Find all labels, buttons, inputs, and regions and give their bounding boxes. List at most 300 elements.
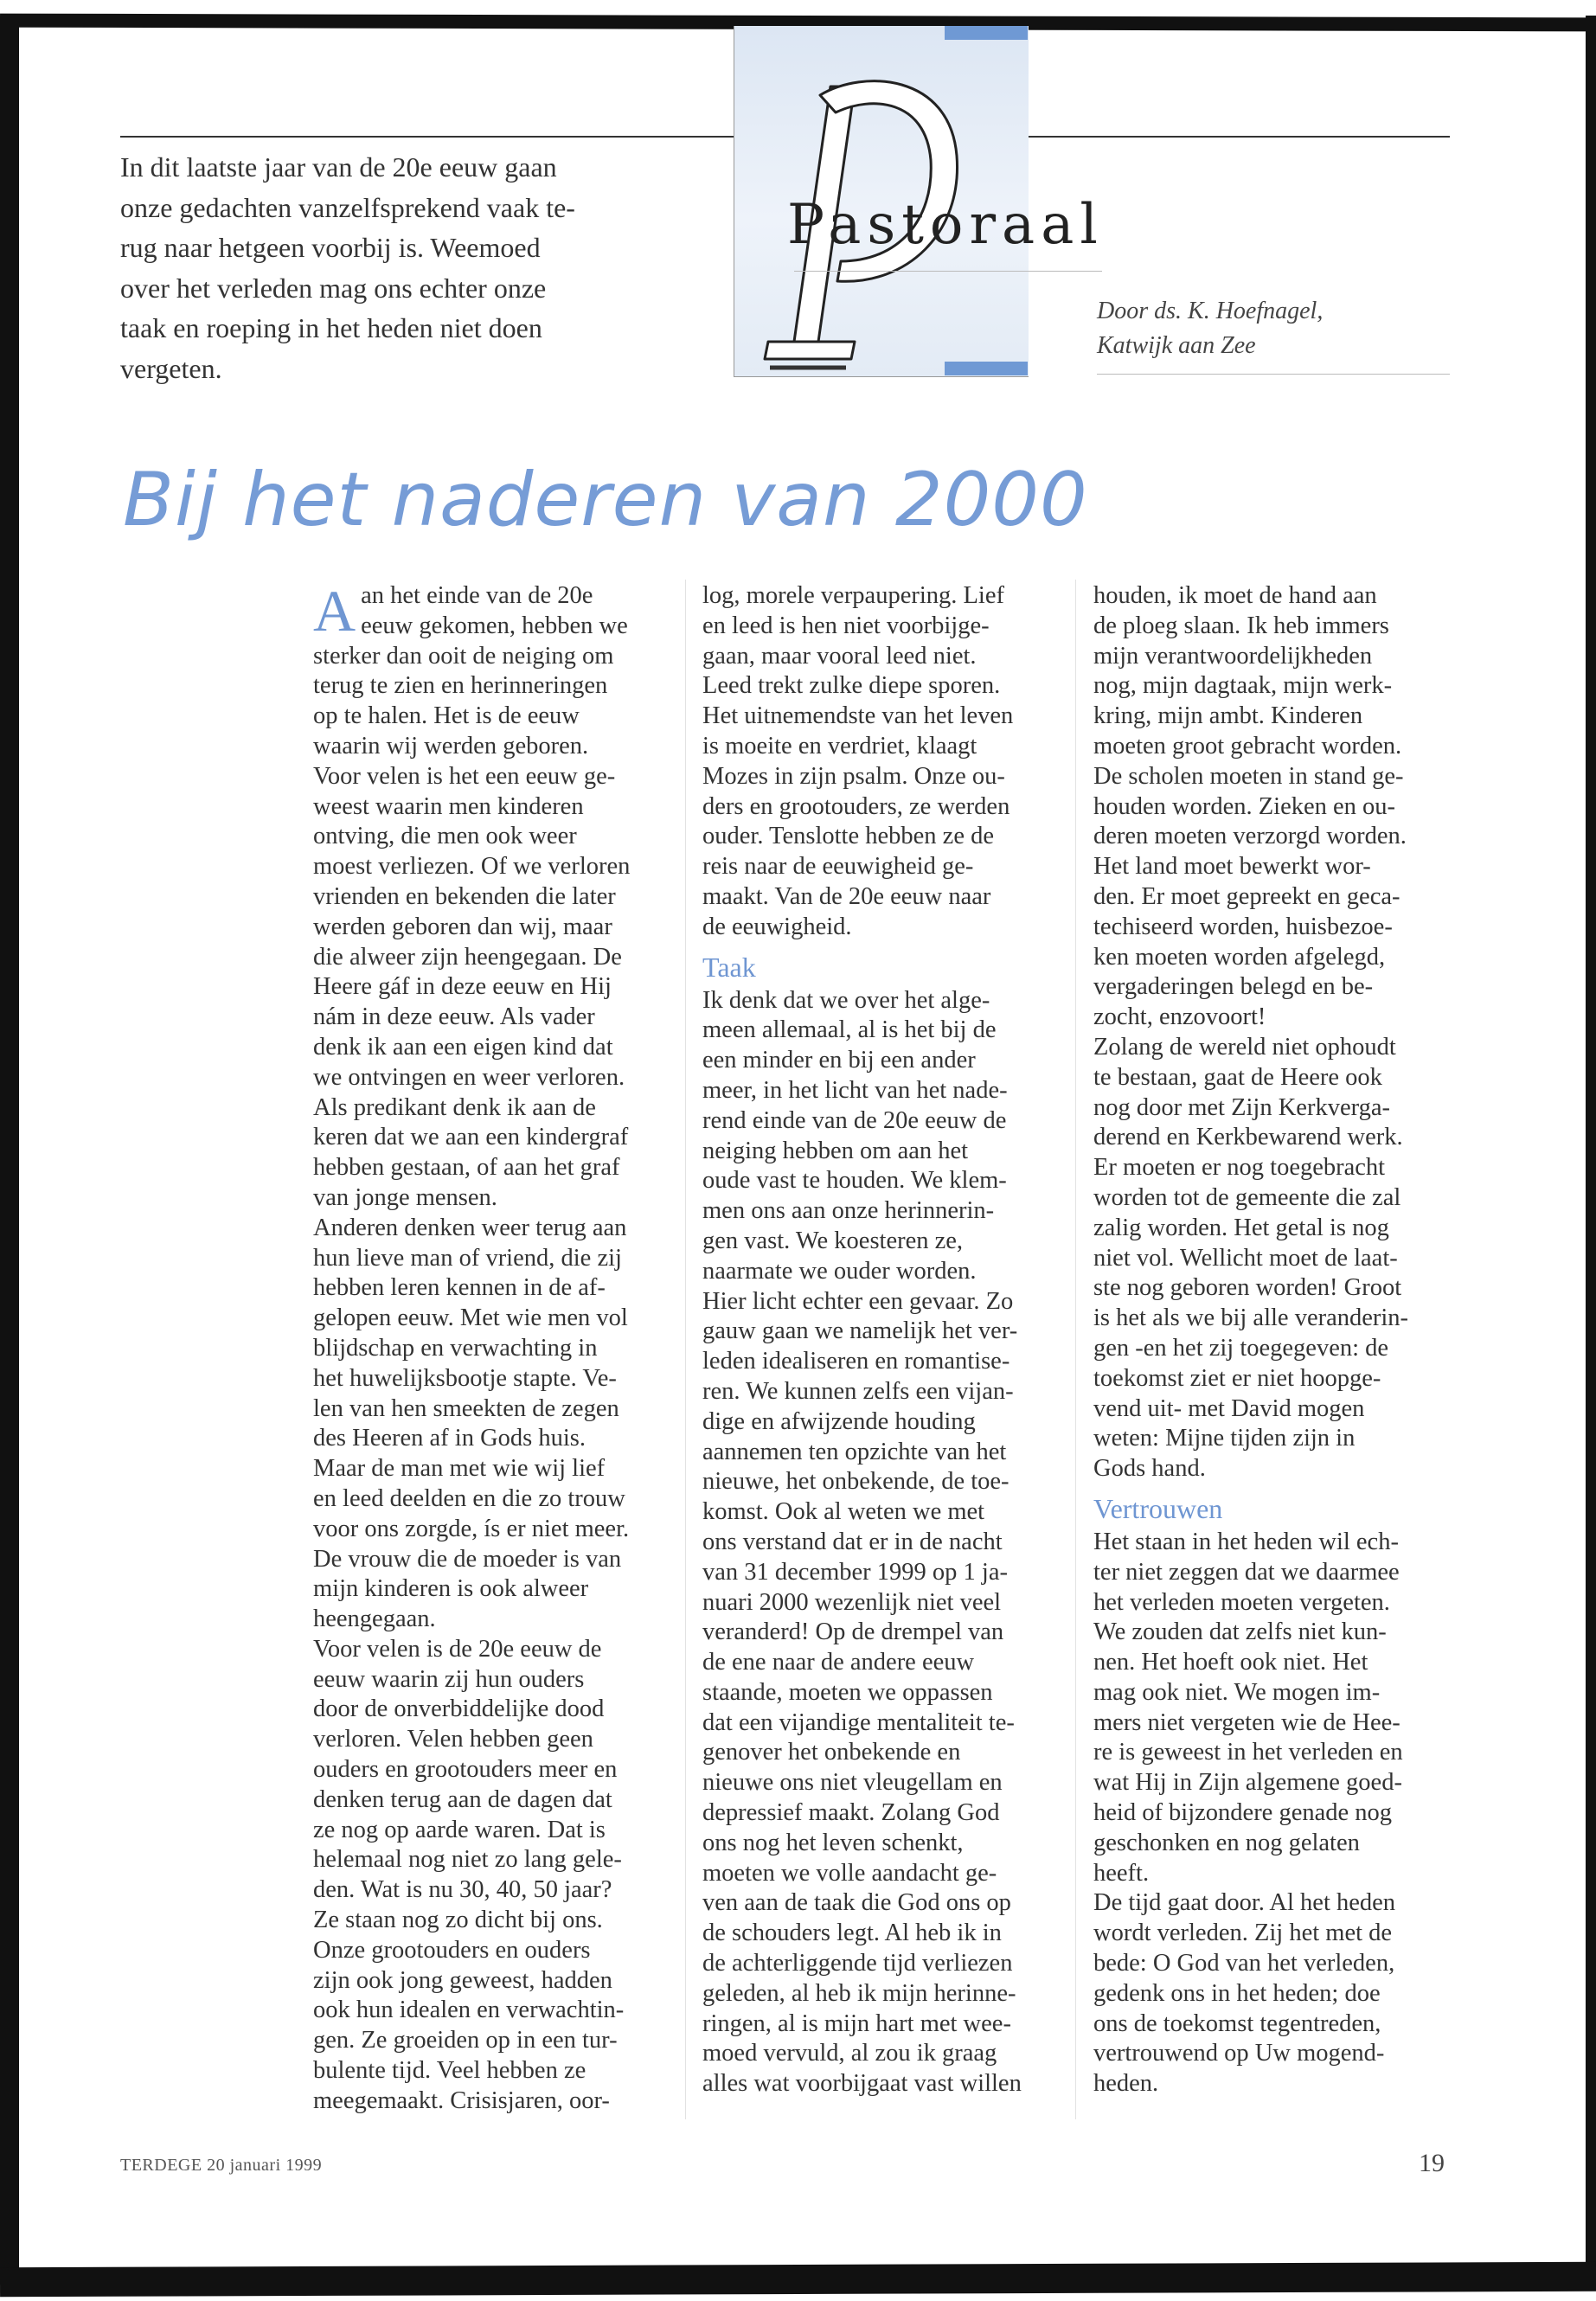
- article-line: [313, 972, 676, 1003]
- byline-author: Door ds. K. Hoefnagel,: [1097, 298, 1324, 324]
- article-line: [1093, 1153, 1457, 1183]
- article-line: [1093, 581, 1457, 612]
- article-line: [313, 1515, 676, 1545]
- scan-border-bottom: [0, 2262, 1596, 2297]
- line-text: geschonken en nog gelaten: [1093, 1829, 1360, 1856]
- line-text: gauw gaan we namelijk het ver-: [702, 1317, 1018, 1345]
- article-line: [1093, 1033, 1457, 1063]
- article-line: [702, 1678, 1066, 1708]
- line-text: gaan, maar vooral leed niet.: [702, 642, 977, 670]
- byline: [1097, 294, 1323, 363]
- article-line: [1093, 1888, 1457, 1919]
- article-line: [313, 1966, 676, 1997]
- logo-p-foot: [765, 342, 855, 359]
- line-text: nám in deze eeuw. Als vader: [313, 1003, 595, 1031]
- intro-line: vergeten.: [120, 352, 222, 384]
- line-text: Hier licht echter een gevaar. Zo: [702, 1287, 1014, 1315]
- line-text: is moeite en verdriet, klaagt: [702, 732, 977, 760]
- line-text: ter niet zeggen dat we daarmee: [1093, 1558, 1400, 1586]
- article-line: [313, 1845, 676, 1875]
- article-line: [702, 642, 1066, 672]
- article-line: [313, 702, 676, 732]
- line-text: depressief maakt. Zolang God: [702, 1799, 1000, 1827]
- intro-line: rug naar hetgeen voorbij is. Weemoed: [120, 232, 541, 263]
- line-text: waarin wij werden geboren.: [313, 732, 589, 760]
- line-text: heengegaan.: [313, 1606, 436, 1633]
- drop-cap: A: [313, 581, 356, 641]
- byline-rule: [1097, 374, 1450, 375]
- line-text: meer, in het licht van het nade-: [702, 1076, 1008, 1104]
- intro-line: In dit laatste jaar van de 20e eeuw gaan: [120, 151, 557, 183]
- article-line: [313, 612, 676, 642]
- line-text: sterker dan ooit de neiging om: [313, 642, 614, 670]
- article-line: [313, 1755, 676, 1785]
- line-text: Anderen denken weer terug aan: [313, 1214, 627, 1241]
- scan-border-left: [0, 16, 19, 2282]
- line-text: nieuwe ons niet vleugellam en: [702, 1769, 1003, 1797]
- line-text: dige en afwijzende houding: [702, 1407, 976, 1435]
- article-line: [1093, 1093, 1457, 1124]
- line-text: die alweer zijn heengegaan. De: [313, 943, 622, 971]
- header-rule-right: [1028, 136, 1450, 138]
- line-text: De scholen moeten in stand ge-: [1093, 762, 1404, 790]
- article-line: [313, 1063, 676, 1093]
- article-line: [702, 1106, 1066, 1137]
- article-line: [1093, 1394, 1457, 1425]
- line-text: van jonge mensen.: [313, 1183, 497, 1211]
- article-line: [313, 1785, 676, 1816]
- article-line: [702, 1196, 1066, 1227]
- line-text: Het staan in het heden wil ech-: [1093, 1528, 1399, 1555]
- header-rule-left: [120, 136, 734, 138]
- line-text: Ze staan nog zo dicht bij ons.: [313, 1907, 603, 1934]
- intro-line: taak en roeping in het heden niet doen: [120, 312, 542, 343]
- line-text: ouder. Tenslotte hebben ze de: [702, 823, 994, 850]
- column-divider: [685, 580, 686, 2119]
- article-line: [702, 1558, 1066, 1588]
- article-line: [702, 1919, 1066, 1949]
- article-line: [1093, 1829, 1457, 1859]
- article-line: [702, 1377, 1066, 1407]
- article-line: [1093, 702, 1457, 732]
- line-text: denken terug aan de dagen dat: [313, 1785, 612, 1813]
- article-line: [702, 1528, 1066, 1558]
- line-text: moeten we volle aandacht ge-: [702, 1859, 997, 1887]
- article-line: [1093, 1949, 1457, 1979]
- line-text: Voor velen is de 20e eeuw de: [313, 1635, 602, 1663]
- line-text: Het uitnemendste van het leven: [702, 702, 1014, 730]
- article-line: [313, 882, 676, 913]
- line-text: nog door met Zijn Kerkverga-: [1093, 1093, 1390, 1121]
- article-line: [313, 732, 676, 762]
- intro-line: onze gedachten vanzelfsprekend vaak te-: [120, 191, 575, 223]
- line-text: len van hen smeekten de zegen: [313, 1394, 619, 1422]
- article-line: [702, 1798, 1066, 1829]
- article-line: [1093, 732, 1457, 762]
- article-line: [313, 1875, 676, 1906]
- page-number: 19: [1419, 2149, 1445, 2177]
- line-text: mag ook niet. We mogen im-: [1093, 1678, 1381, 1706]
- line-text: gelopen eeuw. Met wie men vol: [313, 1304, 628, 1332]
- line-text: dat een vijandige mentaliteit te-: [702, 1708, 1015, 1736]
- line-text: helemaal nog niet zo lang gele-: [313, 1846, 622, 1874]
- line-text: meegemaakt. Crisisjaren, oor-: [313, 2086, 610, 2114]
- article-line: [1093, 1618, 1457, 1648]
- article-line: [1093, 762, 1457, 792]
- article-line: [1093, 1123, 1457, 1153]
- article-line: [313, 2056, 676, 2086]
- intro-text: [120, 147, 639, 388]
- article-line: [1093, 1798, 1457, 1829]
- line-text: Er moeten er nog toegebracht: [1093, 1154, 1386, 1182]
- line-text: ook hun idealen en verwachtin-: [313, 1997, 625, 2024]
- column-divider: [1075, 580, 1076, 2119]
- line-text: re is geweest in het verleden en: [1093, 1739, 1403, 1766]
- article-line: [313, 1816, 676, 1846]
- line-text: deren moeten verzorgd worden.: [1093, 823, 1407, 850]
- line-text: We zouden dat zelfs niet kun-: [1093, 1618, 1387, 1646]
- article-line: [313, 1454, 676, 1484]
- article-line: [1093, 1334, 1457, 1364]
- line-text: derend en Kerkbewarend werk.: [1093, 1124, 1403, 1151]
- article-line: [702, 1257, 1066, 1287]
- line-text: mijn verantwoordelijkheden: [1093, 642, 1373, 670]
- line-text: terug te zien en herinneringen: [313, 672, 608, 700]
- article-line: [313, 1183, 676, 1214]
- line-text: vrienden en bekenden die later: [313, 882, 616, 910]
- article-line: [313, 1545, 676, 1575]
- line-text: de ene naar de andere eeuw: [702, 1649, 975, 1676]
- article-line: [702, 1588, 1066, 1618]
- line-text: ons nog het leven schenkt,: [702, 1829, 964, 1856]
- article-line: [702, 1738, 1066, 1768]
- line-text: kring, mijn ambt. Kinderen: [1093, 702, 1363, 730]
- article-line: [1093, 1528, 1457, 1558]
- article-line: [1093, 792, 1457, 823]
- article-line: [1093, 1063, 1457, 1093]
- line-text: moed vervuld, al zou ik graag: [702, 2040, 997, 2067]
- line-text: oude vast te houden. We klem-: [702, 1167, 1007, 1195]
- article-title: Bij het naderen van 2000: [123, 457, 1088, 543]
- line-text: ren. We kunnen zelfs een vijan-: [702, 1377, 1014, 1405]
- line-text: maakt. Van de 20e eeuw naar: [702, 882, 991, 910]
- line-text: veranderd! Op de drempel van: [702, 1618, 1004, 1646]
- article-line: [1093, 1273, 1457, 1304]
- article-line: [313, 1635, 676, 1665]
- article-line: [1093, 1304, 1457, 1334]
- line-text: meen allemaal, al is het bij de: [702, 1016, 997, 1044]
- line-text: ven aan de taak die God ons op: [702, 1889, 1011, 1917]
- article-line: [702, 1407, 1066, 1438]
- article-line: [313, 1484, 676, 1515]
- line-text: de ploeg slaan. Ik heb immers: [1093, 612, 1389, 639]
- article-line: [313, 792, 676, 823]
- line-text: leden idealiseren en romantise-: [702, 1348, 1010, 1375]
- line-text: zalig worden. Het getal is nog: [1093, 1214, 1389, 1241]
- article-line: [1093, 1678, 1457, 1708]
- article-line: [702, 581, 1066, 612]
- line-text: log, morele verpaupering. Lief: [702, 582, 1004, 609]
- article-line: [702, 1287, 1066, 1317]
- line-text: hun lieve man of vriend, die zij: [313, 1244, 622, 1272]
- line-text: is het als we bij alle veranderin-: [1093, 1304, 1409, 1332]
- article-line: [313, 2086, 676, 2117]
- article-line: [702, 1317, 1066, 1347]
- article-line: [1093, 852, 1457, 882]
- article-line: [313, 1153, 676, 1183]
- article-line: [1093, 1454, 1457, 1484]
- line-text: rend einde van de 20e eeuw de: [702, 1106, 1007, 1134]
- line-text: eeuw waarin zij hun ouders: [313, 1665, 585, 1693]
- article-line: [313, 913, 676, 943]
- line-text: Ik denk dat we over het alge-: [702, 986, 990, 1014]
- byline-location: Katwijk aan Zee: [1097, 332, 1256, 359]
- line-text: wordt verleden. Zij het met de: [1093, 1920, 1393, 1947]
- article-line: [313, 2026, 676, 2056]
- article-line: [313, 822, 676, 852]
- line-text: nuari 2000 wezenlijk niet veel: [702, 1588, 1002, 1616]
- line-text: gen -en het zij toegegeven: de: [1093, 1334, 1389, 1362]
- line-text: op te halen. Het is de eeuw: [313, 702, 580, 730]
- article-line: [313, 1605, 676, 1635]
- article-line: [313, 1424, 676, 1454]
- article-line: [313, 852, 676, 882]
- line-text: nieuwe, het onbekende, de toe-: [702, 1468, 1010, 1496]
- line-text: de eeuwigheid.: [702, 913, 852, 940]
- section-label-rule: [794, 271, 1102, 272]
- article-line: [1093, 1708, 1457, 1739]
- line-text: De tijd gaat door. Al het heden: [1093, 1889, 1396, 1917]
- line-text: ons verstand dat er in de nacht: [702, 1528, 1003, 1555]
- article-line: [313, 1574, 676, 1605]
- article-line: [702, 1467, 1066, 1497]
- intro-line: over het verleden mag ons echter onze: [120, 272, 547, 304]
- line-text: ons de toekomst tegentreden,: [1093, 2009, 1381, 2037]
- line-text: Onze grootouders en ouders: [313, 1936, 591, 1964]
- line-text: Voor velen is het een eeuw ge-: [313, 762, 616, 790]
- article-column-2: [702, 581, 1066, 2099]
- article-line: [702, 1829, 1066, 1859]
- article-line: [702, 702, 1066, 732]
- article-line: [1093, 1768, 1457, 1798]
- line-text: gen vast. We koesteren ze,: [702, 1227, 964, 1254]
- article-line: [1093, 1919, 1457, 1949]
- article-line: [1093, 882, 1457, 913]
- article-line: [313, 1123, 676, 1153]
- footer-publication: TERDEGE 20 januari 1999: [120, 2156, 323, 2175]
- line-text: moest verliezen. Of we verloren: [313, 853, 631, 881]
- line-text: neiging hebben om aan het: [702, 1137, 969, 1164]
- article-line: [313, 1936, 676, 1966]
- article-line: [702, 2039, 1066, 2069]
- article-line: [1093, 1364, 1457, 1394]
- line-text: an het einde van de 20e: [361, 582, 593, 609]
- line-text: genover het onbekende en: [702, 1739, 961, 1766]
- line-text: den. Er moet gepreekt en geca-: [1093, 882, 1401, 910]
- article-line: [313, 1996, 676, 2026]
- line-text: bede: O God van het verleden,: [1093, 1950, 1395, 1977]
- line-text: mers niet vergeten wie de Hee-: [1093, 1708, 1401, 1736]
- line-text: Leed trekt zulke diepe sporen.: [702, 672, 1001, 700]
- article-line: [1093, 1738, 1457, 1768]
- article-line: [702, 882, 1066, 913]
- line-text: blijdschap en verwachting in: [313, 1334, 598, 1362]
- line-text: heid of bijzondere genade nog: [1093, 1799, 1393, 1827]
- article-line: [313, 1364, 676, 1394]
- article-line: [702, 913, 1066, 943]
- article-line: [1093, 2009, 1457, 2040]
- article-line: [702, 1768, 1066, 1798]
- line-text: weten: Mijne tijden zijn in: [1093, 1425, 1356, 1452]
- article-line: [313, 1304, 676, 1334]
- line-text: mijn kinderen is ook alweer: [313, 1575, 589, 1603]
- article-line: [313, 1033, 676, 1063]
- line-text: een minder en bij een ander: [702, 1047, 976, 1074]
- line-text: aannemen ten opzichte van het: [702, 1438, 1007, 1465]
- article-line: [702, 1949, 1066, 1979]
- line-text: niet vol. Wellicht moet de laat-: [1093, 1244, 1398, 1272]
- line-text: weest waarin men kinderen: [313, 792, 584, 820]
- article-line: [313, 1394, 676, 1425]
- line-text: nog, mijn dagtaak, mijn werk-: [1093, 672, 1393, 700]
- line-text: den. Wat is nu 30, 40, 50 jaar?: [313, 1876, 612, 1904]
- line-text: van 31 december 1999 op 1 ja-: [702, 1558, 1008, 1586]
- article-line: [1093, 1424, 1457, 1454]
- article-line: [702, 2009, 1066, 2040]
- article-line: [1093, 1244, 1457, 1274]
- line-text: de schouders legt. Al heb ik in: [702, 1920, 1002, 1947]
- line-text: Heere gáf in deze eeuw en Hij: [313, 973, 612, 1001]
- article-line: [702, 2069, 1066, 2099]
- article-line: [702, 986, 1066, 1016]
- line-text: alles wat voorbijgaat vast willen: [702, 2070, 1022, 2098]
- line-text: reis naar de eeuwigheid ge-: [702, 853, 974, 881]
- article-line: [702, 1227, 1066, 1257]
- article-line: [702, 1438, 1066, 1468]
- line-text: vertrouwend op Uw mogend-: [1093, 2040, 1385, 2067]
- line-text: techiseerd worden, huisbezoe-: [1093, 913, 1393, 940]
- line-text: ontving, die men ook weer: [313, 823, 577, 850]
- line-text: ken moeten worden afgelegd,: [1093, 943, 1386, 971]
- line-text: gedenk ons in het heden; doe: [1093, 1979, 1381, 2007]
- line-text: De vrouw die de moeder is van: [313, 1545, 622, 1573]
- article-line: [702, 671, 1066, 702]
- article-line: [1093, 2039, 1457, 2069]
- article-line: [313, 1906, 676, 1936]
- article-line: [1093, 1648, 1457, 1678]
- article-line: [702, 732, 1066, 762]
- line-text: zijn ook jong geweest, hadden: [313, 1966, 612, 1994]
- article-line: [702, 852, 1066, 882]
- article-line: [313, 1334, 676, 1364]
- line-text: het huwelijksbootje stapte. Ve-: [313, 1364, 617, 1392]
- article-line: [1093, 943, 1457, 973]
- line-text: eeuw gekomen, hebben we: [361, 612, 628, 639]
- line-text: houden, ik moet de hand aan: [1093, 582, 1377, 609]
- line-text: naarmate we ouder worden.: [702, 1257, 977, 1285]
- line-text: ringen, al is mijn hart met wee-: [702, 2009, 1011, 2037]
- article-line: [702, 1497, 1066, 1528]
- article-line: [702, 1076, 1066, 1106]
- article-line: [313, 1244, 676, 1274]
- line-text: voor ons zorgde, ís er niet meer.: [313, 1515, 630, 1542]
- article-line: [313, 1093, 676, 1124]
- article-line: [702, 1137, 1066, 1167]
- section-subheading: [1093, 1484, 1457, 1528]
- line-text: te bestaan, gaat de Heere ook: [1093, 1063, 1382, 1091]
- article-line: [1093, 1214, 1457, 1244]
- line-text: werden geboren dan wij, maar: [313, 913, 612, 940]
- line-text: wat Hij in Zijn algemene goed-: [1093, 1769, 1402, 1797]
- line-text: keren dat we aan een kindergraf: [313, 1124, 629, 1151]
- line-text: komst. Ook al weten we met: [702, 1498, 985, 1526]
- line-text: en leed deelden en die zo trouw: [313, 1484, 625, 1512]
- article-line: [1093, 671, 1457, 702]
- line-text: het verleden moeten vergeten.: [1093, 1588, 1390, 1616]
- line-text: ouders en grootouders meer en: [313, 1756, 618, 1784]
- article-line: [702, 1618, 1066, 1648]
- line-text: Het land moet bewerkt wor-: [1093, 853, 1371, 881]
- line-text: Als predikant denk ik aan de: [313, 1093, 596, 1121]
- article-line: [1093, 1859, 1457, 1889]
- article-line: [1093, 913, 1457, 943]
- line-text: nen. Het hoeft ook niet. Het: [1093, 1649, 1368, 1676]
- article-line: [702, 1979, 1066, 2009]
- line-text: moeten groot gebracht worden.: [1093, 732, 1402, 760]
- line-text: staande, moeten we oppassen: [702, 1678, 993, 1706]
- article-line: [1093, 822, 1457, 852]
- line-text: denk ik aan een eigen kind dat: [313, 1033, 613, 1061]
- line-text: we ontvingen en weer verloren.: [313, 1063, 625, 1091]
- line-text: hebben leren kennen in de af-: [313, 1274, 606, 1302]
- article-column-1: [313, 581, 676, 2117]
- line-text: ders en grootouders, ze werden: [702, 792, 1010, 820]
- line-text: Maar de man met wie wij lief: [313, 1455, 606, 1483]
- article-line: [702, 1046, 1066, 1076]
- article-column-3: [1093, 581, 1457, 2099]
- line-text: ze nog op aarde waren. Dat is: [313, 1816, 606, 1843]
- article-line: [1093, 972, 1457, 1003]
- article-line: [1093, 1588, 1457, 1618]
- article-line: [313, 1695, 676, 1725]
- article-line: [702, 762, 1066, 792]
- line-text: ste nog geboren worden! Groot: [1093, 1274, 1402, 1302]
- article-line: [313, 1725, 676, 1755]
- article-line: [702, 1347, 1066, 1377]
- article-line: [702, 1648, 1066, 1678]
- line-text: Mozes in zijn psalm. Onze ou-: [702, 762, 1005, 790]
- article-line: [702, 792, 1066, 823]
- article-line: [1093, 1558, 1457, 1588]
- article-line: [1093, 1003, 1457, 1033]
- section-label: Pastoraal: [787, 193, 1104, 257]
- line-text: Gods hand.: [1093, 1455, 1206, 1483]
- line-text: bulente tijd. Veel hebben ze: [313, 2057, 586, 2085]
- article-line: [313, 762, 676, 792]
- article-line: [1093, 1183, 1457, 1214]
- article-line: [702, 612, 1066, 642]
- line-text: worden tot de gemeente die zal: [1093, 1183, 1401, 1211]
- article-line: [313, 1214, 676, 1244]
- article-line: [313, 671, 676, 702]
- article-line: [1093, 612, 1457, 642]
- line-text: Taak: [702, 951, 756, 983]
- line-text: geleden, al heb ik mijn herinne-: [702, 1979, 1016, 2007]
- article-line: [702, 1859, 1066, 1889]
- article-line: [313, 1003, 676, 1033]
- scan-border-right: [1586, 16, 1596, 2282]
- article-line: [1093, 1979, 1457, 2009]
